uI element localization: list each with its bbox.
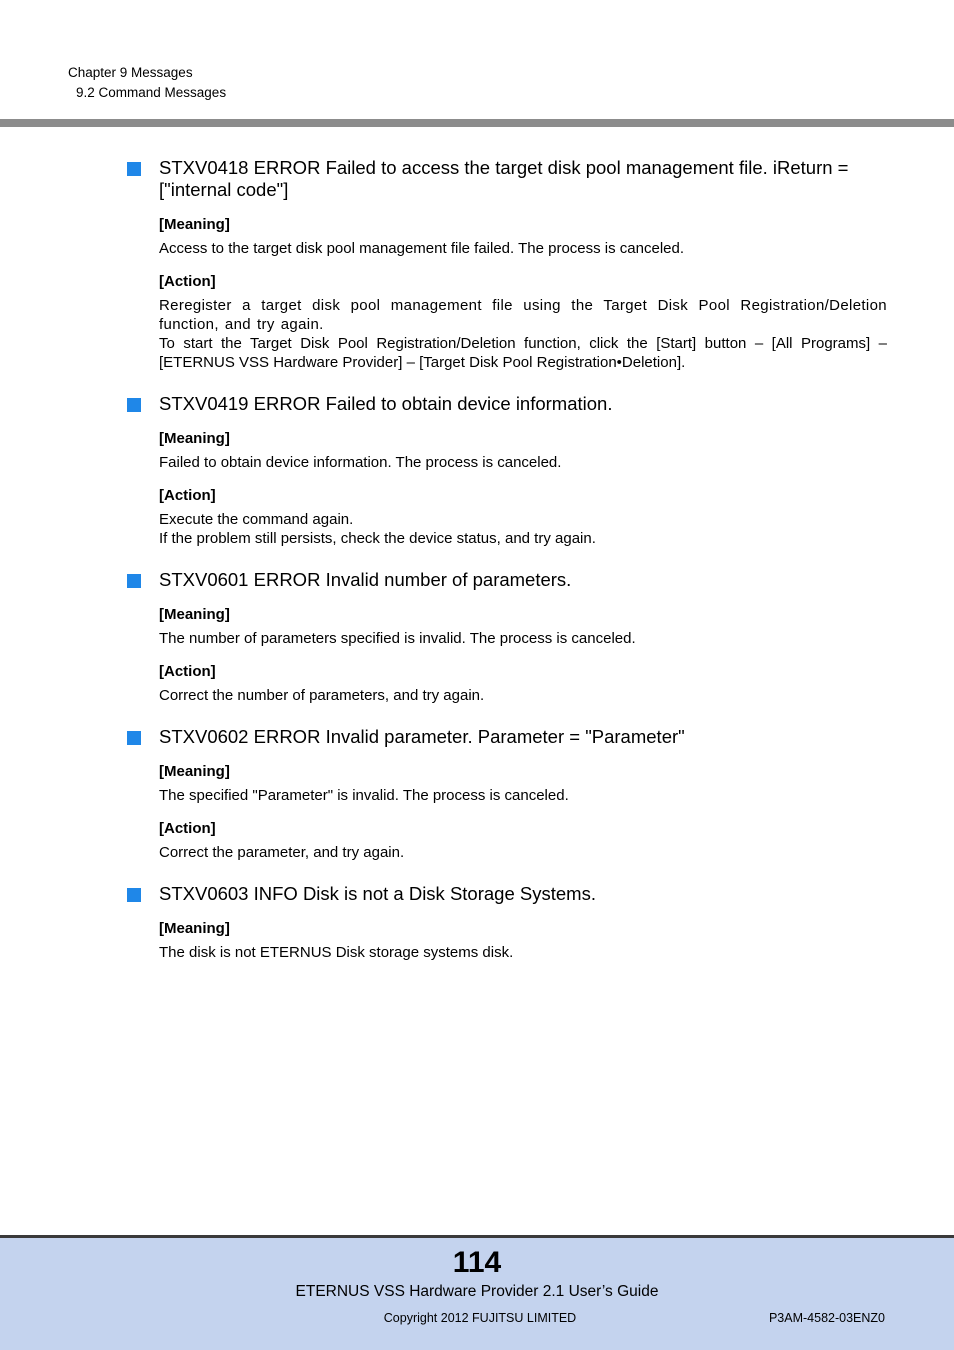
message-heading [127,726,887,748]
action-text [159,296,887,372]
message-heading [127,569,887,591]
page-footer [0,1235,954,1350]
document-code: P3AM-4582-03ENZ0 [768,1311,885,1325]
meaning-text: Access to the target disk pool management file failed. The process is canceled. [159,240,685,257]
section-title: 9.2 Command Messages [76,85,227,100]
action-label: [Action] [159,663,216,680]
header-rule [0,119,954,127]
action-text [159,686,887,705]
message-entry [127,157,887,372]
meaning-label: [Meaning] [159,920,230,937]
action-line: If the problem still persists, check the device status, and try again. [159,530,596,547]
message-entry [127,726,887,862]
action-label: [Action] [159,487,216,504]
action-line: To start the Target Disk Pool Registration/Deletion function, click the [Start] button – [All Programs] – [ETERNUS VSS Hardware Provider] – [Target Disk Pool Registration•Deletion]. [159,335,887,371]
message-heading [127,883,887,905]
meaning-label: [Meaning] [159,606,230,623]
square-bullet-icon [127,162,141,176]
message-list [127,157,887,983]
message-title: STXV0603 INFO Disk is not a Disk Storage Systems. [159,883,596,904]
message-heading [127,393,887,415]
message-title: STXV0602 ERROR Invalid parameter. Parameter = "Parameter" [159,726,685,747]
square-bullet-icon [127,888,141,902]
action-label: [Action] [159,820,216,837]
meaning-label: [Meaning] [159,430,230,447]
copyright-notice: Copyright 2012 FUJITSU LIMITED [383,1311,577,1325]
page-number: 114 [452,1246,502,1279]
meaning-label: [Meaning] [159,216,230,233]
action-text [159,510,887,548]
action-line: Correct the number of parameters, and try again. [159,687,485,704]
square-bullet-icon [127,731,141,745]
action-text [159,843,887,862]
message-title: STXV0601 ERROR Invalid number of parameters. [159,569,572,590]
message-entry [127,883,887,962]
action-line: Correct the parameter, and try again. [159,844,405,861]
meaning-text: The specified "Parameter" is invalid. The process is canceled. [159,787,569,804]
square-bullet-icon [127,398,141,412]
action-line: Execute the command again. [159,511,354,528]
chapter-title: Chapter 9 Messages [68,65,193,80]
meaning-text: The number of parameters specified is invalid. The process is canceled. [159,630,636,647]
running-header [68,63,226,103]
message-title: STXV0419 ERROR Failed to obtain device information. [159,393,613,414]
meaning-text: Failed to obtain device information. The process is canceled. [159,454,562,471]
meaning-label: [Meaning] [159,763,230,780]
meaning-text: The disk is not ETERNUS Disk storage systems disk. [159,944,514,961]
action-label: [Action] [159,273,216,290]
square-bullet-icon [127,574,141,588]
action-line: Reregister a target disk pool management file using the Target Disk Pool Registration/Deletion function, and try again. [159,297,887,333]
message-title: STXV0418 ERROR Failed to access the target disk pool management file. iReturn = ["internal code"] [159,157,849,200]
message-entry [127,393,887,548]
guide-title: ETERNUS VSS Hardware Provider 2.1 User’s Guide [295,1283,659,1300]
message-heading [127,157,887,201]
message-entry [127,569,887,705]
